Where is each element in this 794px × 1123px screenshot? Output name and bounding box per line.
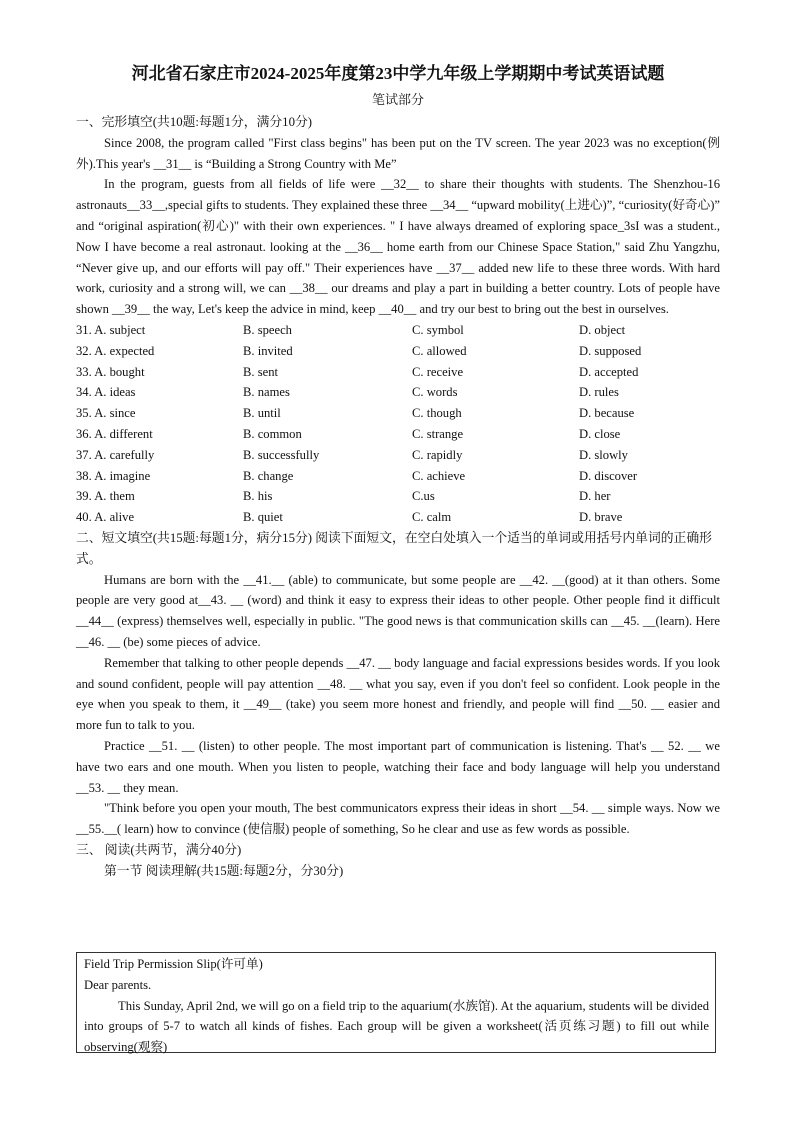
option-a: 32. A. expected: [76, 343, 155, 358]
option-b: B. his: [243, 489, 273, 504]
option-row: [76, 466, 720, 487]
option-d: D. because: [579, 406, 635, 421]
option-c: C. receive: [412, 364, 464, 379]
option-b: B. quiet: [243, 510, 283, 525]
option-d: D. brave: [579, 510, 623, 525]
option-c: C. though: [412, 406, 462, 421]
passage-greeting: Dear parents.: [84, 977, 152, 992]
passage-body: This Sunday, April 2nd, we will go on a field trip to the aquarium(水族馆). At the aquarium, students will be divided into groups of 5-7 to watch all kinds of fishes. Each group will be given a worksheet(活页练习题) to fill out while observing(观察): [84, 998, 709, 1055]
option-d: D. object: [579, 322, 626, 337]
option-d: D. close: [579, 426, 621, 441]
option-a: 39. A. them: [76, 489, 135, 504]
option-b: B. names: [243, 385, 290, 400]
cloze-paragraph: Since 2008, the program called "First class begins" has been put on the TV screen. The year 2023 was no exception(例外).This year's __31__ is “Building a Strong Country with Me”: [76, 135, 720, 171]
option-d: D. rules: [579, 385, 619, 400]
exam-page: [76, 62, 720, 881]
section-reading-heading: 三、 阅读(共两节，满分40分): [76, 842, 242, 857]
fill-blank-paragraph: Practice __51. __ (listen) to other people. The most important part of communication is listening. That's __ 52. __ we have two ears and one mouth. When you listen to people, watching their face and body language will help you understand __53. __ they mean.: [76, 738, 720, 795]
option-d: D. discover: [579, 468, 638, 483]
option-b: B. successfully: [243, 447, 320, 462]
option-row: [76, 341, 720, 362]
option-row: [76, 403, 720, 424]
option-a: 37. A. carefully: [76, 447, 155, 462]
option-c: C. rapidly: [412, 447, 463, 462]
permission-slip-passage: [76, 952, 716, 1053]
option-c: C. allowed: [412, 343, 467, 358]
option-d: D. supposed: [579, 343, 642, 358]
option-c: C. achieve: [412, 468, 466, 483]
option-row: [76, 486, 720, 507]
option-row: [76, 445, 720, 466]
option-a: 35. A. since: [76, 406, 136, 421]
option-row: [76, 507, 720, 528]
option-c: C.us: [412, 489, 435, 504]
exam-title: 河北省石家庄市2024-2025年度第23中学九年级上学期期中考试英语试题: [131, 64, 665, 83]
option-row: [76, 382, 720, 403]
option-a: 34. A. ideas: [76, 385, 136, 400]
option-row: [76, 320, 720, 341]
option-row: [76, 362, 720, 383]
exam-subtitle: 笔试部分: [371, 92, 424, 107]
option-b: B. invited: [243, 343, 293, 358]
fill-blank-paragraph: "Think before you open your mouth, The best communicators express their ideas in short __54. __ simple ways. Now we __55.__( learn) how to convince (使信服) people of something, So he clear and use as few words as possible.: [76, 801, 720, 837]
reading-comprehension-subheading: 第一节 阅读理解(共15题:每题2分，分30分): [104, 863, 344, 878]
option-row: [76, 424, 720, 445]
option-b: B. sent: [243, 364, 278, 379]
cloze-paragraph: In the program, guests from all fields of life were __32__ to share their thoughts with students. The Shenzhou-16 astronauts__33__,special gifts to students. They explained these three __34__ “upward mobility(上进心)”, “curiosity(好奇心)” and “original aspiration(初心)" with their own experiences. " I have always dreamed of exploring space_3sI was a student., Now I have become a real astronaut. looking at the __36__ home earth from our Chinese Space Station," said Zhu Yangzhu, “Never give up, and our efforts will pay off." Their experiences have __37__ added new life to these three words. With hard work, curiosity and a strong will, we can __38__ our dreams and play a part in building a better country. Lots of people have shown __39__ the way, Let's keep the advice in mind, keep __40__ and try our best to bring out the best in ourselves.: [76, 177, 721, 317]
cloze-options-table: [76, 320, 720, 528]
option-d: D. accepted: [579, 364, 639, 379]
option-a: 36. A. different: [76, 426, 153, 441]
option-a: 38. A. imagine: [76, 468, 151, 483]
fill-blank-paragraph: Humans are born with the __41.__ (able) to communicate, but some people are __42. __(good) at it than others. Some people are very good at__43. __ (word) and think it easy to express their ideas to other people. Other people find it difficult __44__ (express) themselves well, especially in public. "The good news is that communication skills can __45. __(learn). Here __46. __ (be) some pieces of advice.: [76, 572, 720, 649]
option-c: C. strange: [412, 426, 464, 441]
option-b: B. common: [243, 426, 302, 441]
option-a: 31. A. subject: [76, 322, 146, 337]
passage-title: Field Trip Permission Slip(许可单): [84, 957, 263, 971]
option-c: C. calm: [412, 510, 452, 525]
section-cloze-heading: 一、完形填空(共10题:每题1分，满分10分): [76, 115, 313, 129]
option-a: 40. A. alive: [76, 510, 135, 525]
section-fill-blank-heading: 二、短文填空(共15题:每题1分，病分15分) 阅读下面短文，在空白处填入一个适当的单词或用括号内单词的正确形式。: [76, 530, 712, 566]
option-b: B. until: [243, 406, 281, 421]
fill-blank-paragraph: Remember that talking to other people depends __47. __ body language and facial expressions besides words. If you look and sound confident, people will pay attention __48. __ what you say, even if you don't feel so confident. Look people in the eye when you speak to them, it __49__ (take) you seem more honest and friendly, and people will find __50. __ easier and more fun to talk to you.: [76, 655, 720, 733]
option-d: D. her: [579, 489, 611, 504]
option-b: B. speech: [243, 322, 292, 337]
option-a: 33. A. bought: [76, 364, 145, 379]
option-d: D. slowly: [579, 447, 628, 462]
option-c: C. words: [412, 385, 458, 400]
option-c: C. symbol: [412, 322, 464, 337]
option-b: B. change: [243, 468, 294, 483]
